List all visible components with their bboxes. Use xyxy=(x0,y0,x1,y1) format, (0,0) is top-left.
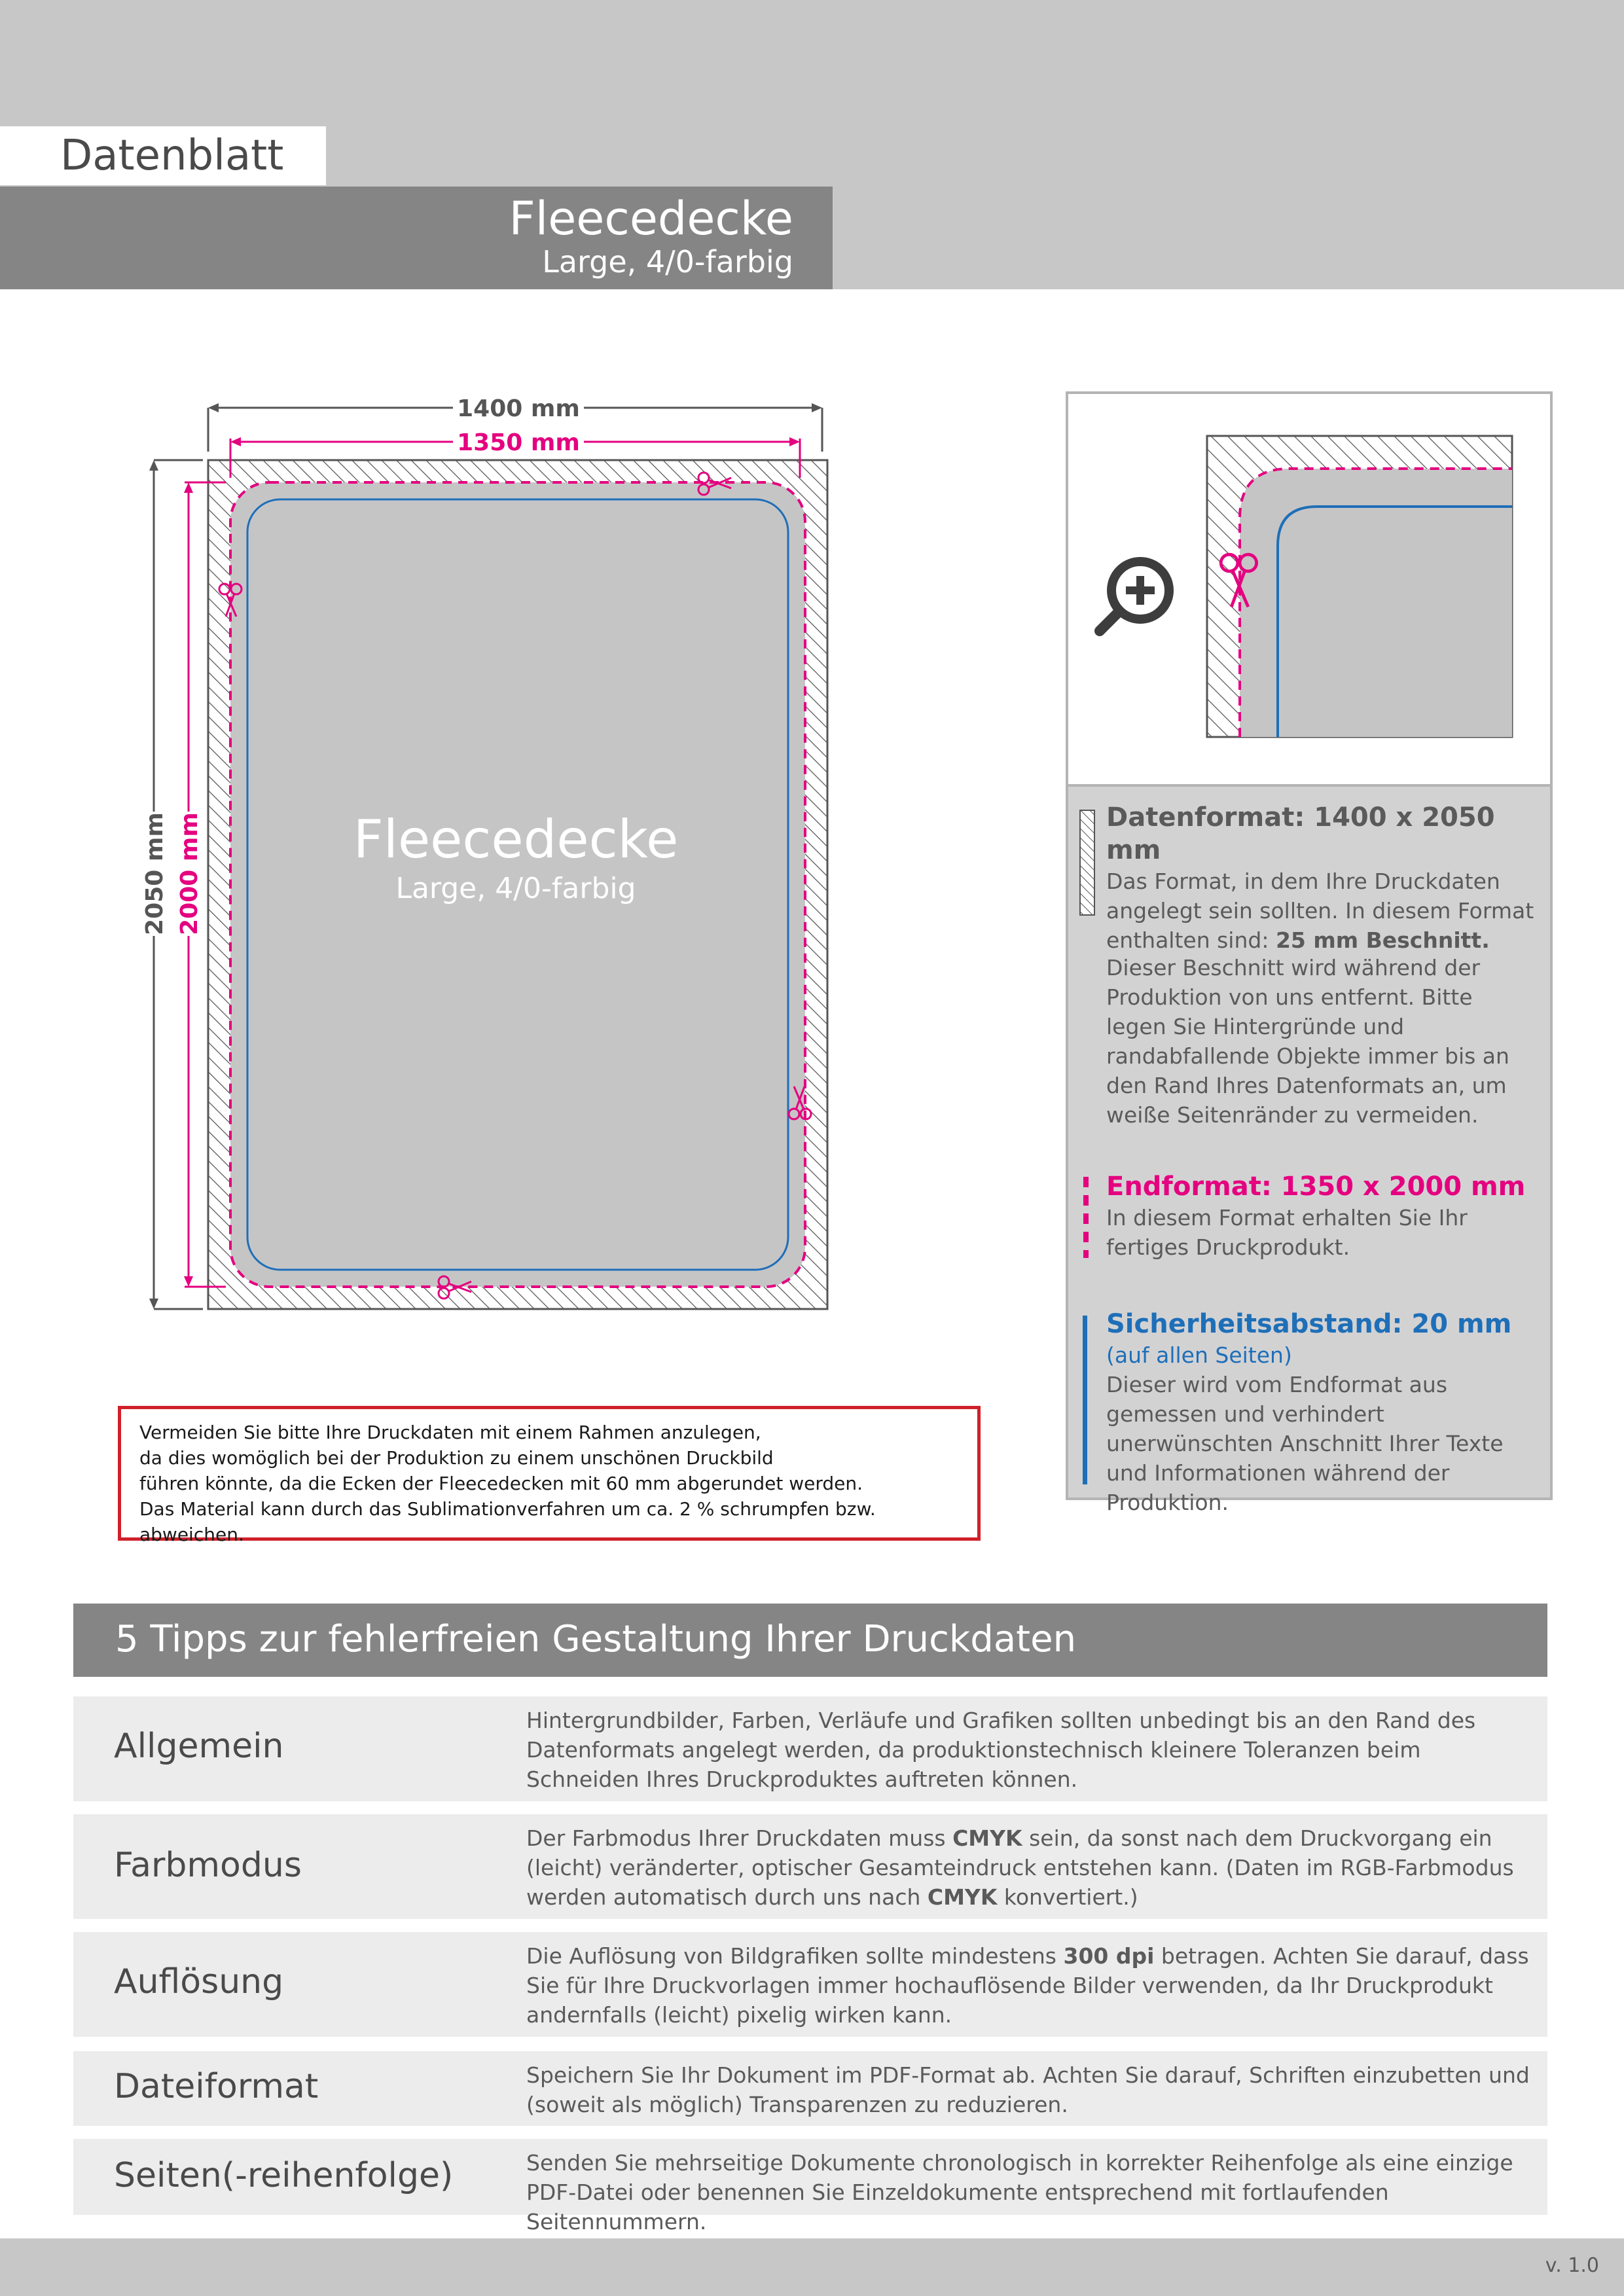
beschnitt-text: Dieser Beschnitt wird während der Produktion von uns entfernt. Bitte legen Sie Hintergründe und randabfallende Objekte immer bis an den Rand Ihres Datenformats an, um weiße Seitenränder zu vermeiden. xyxy=(1106,955,1509,1128)
datenformat-block xyxy=(1106,801,1538,955)
height-final-label: 2000 mm xyxy=(176,812,203,935)
datenformat-text-1: Das Format, in dem Ihre Druckdaten xyxy=(1106,869,1500,894)
version-label: v. 1.0 xyxy=(1545,2254,1599,2277)
info-panel xyxy=(1066,391,1553,1515)
tip-text: Speichern Sie Ihr Dokument im PDF-Format ab. Achten Sie darauf, Schriften einzubetten und (soweit als möglich) Transparenzen zu reduzieren. xyxy=(526,2062,1530,2117)
doc-label-text: Datenblatt xyxy=(60,132,284,180)
sicherheit-heading: Sicherheitsabstand: 20 mm xyxy=(1106,1309,1512,1339)
tip-row-aufloesung xyxy=(73,1932,1547,2037)
endformat-marker xyxy=(1081,1177,1091,1258)
tip-text: Senden Sie mehrseitige Dokumente chronologisch in korrekter Reihenfolge als eine einzige PDF-Datei oder benennen Sie Einzeldokumente entsprechend mit fortlaufenden Seitennummern. xyxy=(526,2150,1513,2234)
sicherheit-text: Dieser wird vom Endformat aus gemessen und verhindert unerwünschten Anschnitt Ihrer Texte und Informationen während der Produktion. xyxy=(1106,1372,1504,1515)
tips-header-text: 5 Tipps zur fehlerfreien Gestaltung Ihrer Druckdaten xyxy=(115,1618,1077,1660)
doc-label xyxy=(0,126,326,185)
tip-row-allgemein xyxy=(73,1696,1547,1801)
endformat-heading: Endformat: 1350 x 2000 mm xyxy=(1106,1172,1526,1202)
zoom-in-icon xyxy=(1100,562,1169,631)
sicherheit-subheading: (auf allen Seiten) xyxy=(1106,1342,1292,1368)
warning-box xyxy=(118,1406,981,1545)
warning-line-1: Vermeiden Sie bitte Ihre Druckdaten mit einem Rahmen anzulegen, xyxy=(139,1422,761,1443)
datenformat-marker xyxy=(1079,809,1097,916)
tip-name: Auflösung xyxy=(114,1962,284,2001)
tip-text: Die Auflösung von Bildgrafiken sollte mindestens 300 dpi betragen. Achten Sie darauf, dass Sie für Ihre Druckvorlagen immer hochauflösende Bilder verwenden, da Ihr Druckprodukt andernfalls (leicht) pixelig wirken kann. xyxy=(526,1943,1529,2028)
sicherheit-block xyxy=(1106,1308,1538,1517)
warning-line-4: Das Material kann durch das Sublimationverfahren um ca. 2 % schrumpfen bzw. abweichen. xyxy=(139,1498,876,1545)
title-box xyxy=(0,187,833,289)
tip-row-seiten xyxy=(73,2139,1547,2234)
tip-row-farbmodus xyxy=(73,1814,1547,1919)
warning-line-2: da dies womöglich bei der Produktion zu einem unschönen Druckbild xyxy=(139,1447,774,1469)
datenformat-heading: Datenformat: 1400 x 2050 mm xyxy=(1106,802,1495,865)
tip-row-dateiformat xyxy=(73,2051,1547,2126)
warning-line-3: führen könnte, da die Ecken der Fleecedecken mit 60 mm abgerundet werden. xyxy=(139,1473,863,1494)
zoom-detail xyxy=(1068,394,1550,787)
tip-name: Seiten(-reihenfolge) xyxy=(114,2156,454,2195)
endformat-text: In diesem Format erhalten Sie Ihr fertiges Druckprodukt. xyxy=(1106,1205,1468,1260)
diagram-center-title: Fleecedecke xyxy=(353,809,679,870)
tip-name: Farbmodus xyxy=(114,1846,302,1885)
endformat-block xyxy=(1106,1170,1538,1262)
diagram-center-subtitle: Large, 4/0-farbig xyxy=(395,872,636,905)
sicherheit-marker xyxy=(1083,1316,1087,1484)
tip-text: Hintergrundbilder, Farben, Verläufe und Grafiken sollten unbedingt bis an den Rand des Datenformats angelegt werden, da produktionstechnisch kleinere Toleranzen beim Schneiden Ihres Druckproduktes auftreten können. xyxy=(526,1708,1476,1792)
width-total-label: 1400 mm xyxy=(457,395,580,422)
height-total-label: 2050 mm xyxy=(141,812,168,935)
product-title: Fleecedecke xyxy=(509,192,793,245)
format-diagram xyxy=(137,380,857,1322)
datenformat-text-2: angelegt sein sollten. In diesem Format xyxy=(1106,898,1534,924)
footer xyxy=(0,2238,1624,2296)
tip-text: Der Farbmodus Ihrer Druckdaten muss CMYK sein, da sonst nach dem Druckvorgang ein (leicht) veränderter, optischer Gesamteindruck entstehen kann. (Daten im RGB-Farbmodus werden automatisch durch uns nach CMYK konvertiert.) xyxy=(526,1825,1514,1910)
datenformat-text-3: enthalten sind: 25 mm Beschnitt. xyxy=(1106,927,1490,953)
product-subtitle: Large, 4/0-farbig xyxy=(542,244,793,279)
datenformat-bold: 25 mm Beschnitt. xyxy=(1275,927,1490,953)
width-final-label: 1350 mm xyxy=(457,429,580,456)
tip-name: Dateiformat xyxy=(114,2067,319,2106)
tips-header xyxy=(73,1604,1547,1677)
tip-name: Allgemein xyxy=(114,1727,284,1766)
